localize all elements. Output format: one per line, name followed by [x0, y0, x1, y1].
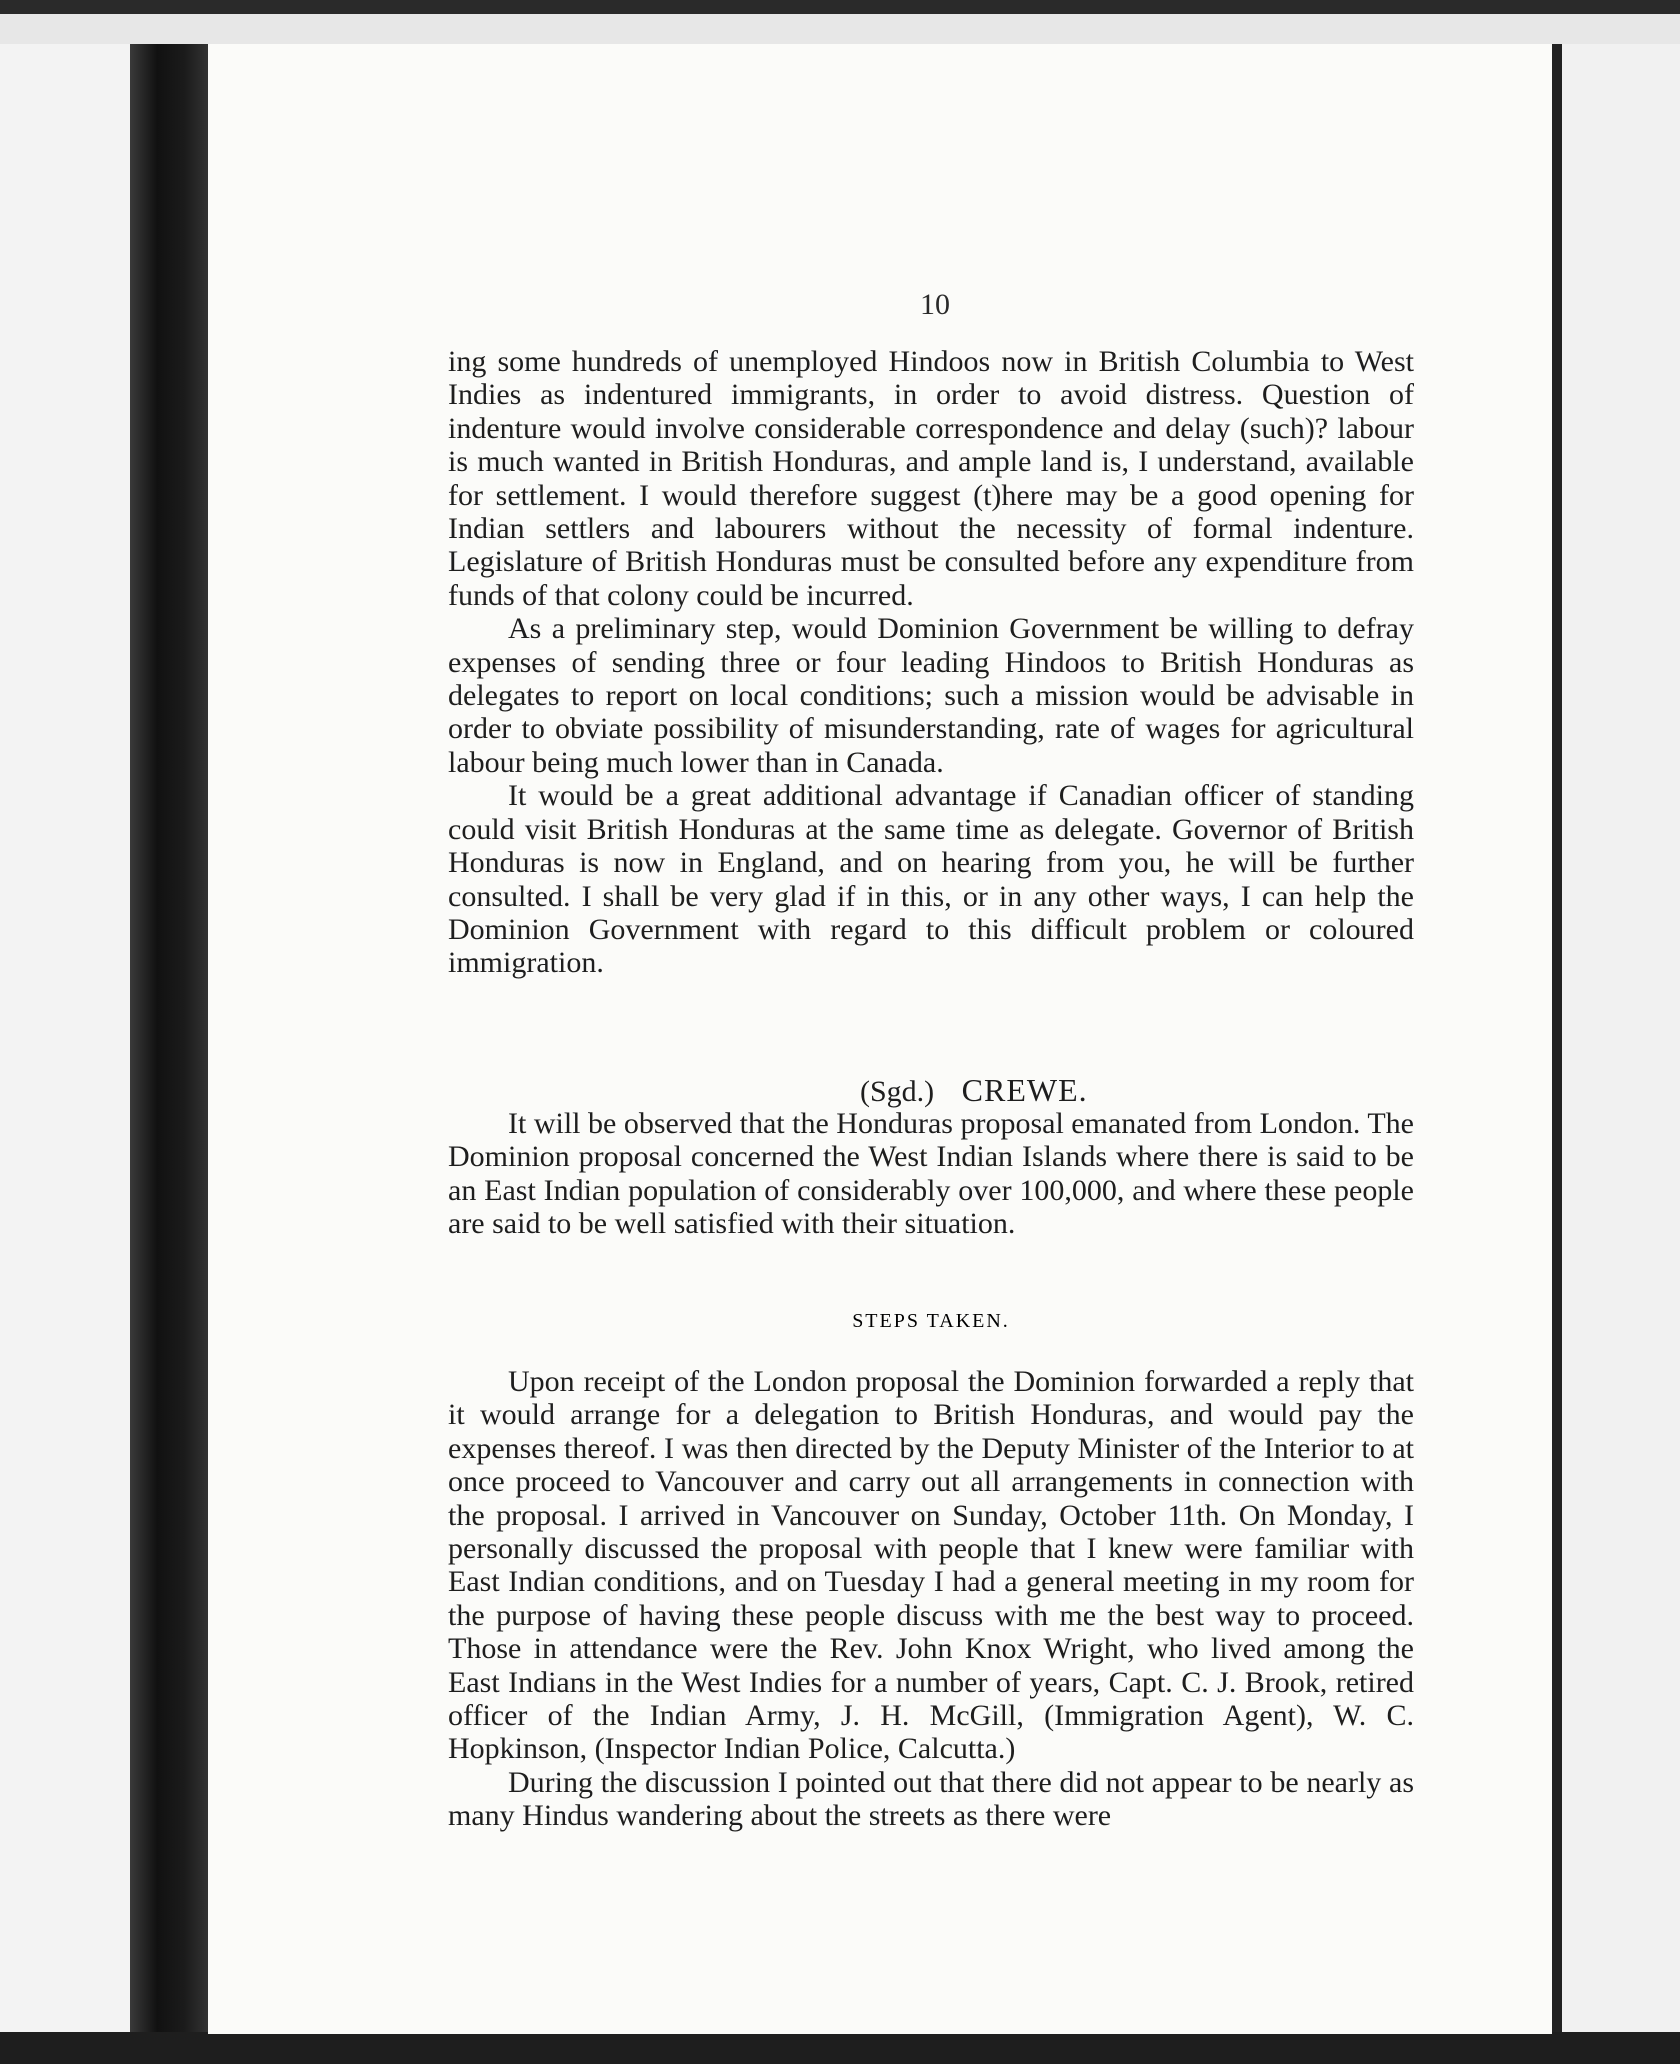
paragraph: It would be a great additional advantage if Canadian officer of standing could visit British Honduras at the same time as delegate. Governor of British Honduras is now in England, and on hearing from you, he will be further consulted. I shall be very glad if in this, or in any other ways, I can help the Dominion Government with regard to this difficult problem or coloured immigration. [448, 779, 1414, 980]
page-gutter-shadow [1552, 44, 1562, 2034]
signature-line [860, 1072, 1088, 1109]
next-page-edge [1552, 44, 1680, 2034]
paragraph-continued: ing some hundreds of unemployed Hindoos now in British Columbia to West Indies as indentured immigrants, in order to avoid distress. Question of indenture would involve considerable correspondence and delay (such)? labour is much wanted in British Honduras, and ample land is, I understand, available for settlement. I would therefore suggest (t)here may be a good opening for Indian settlers and labourers without the necessity of formal indenture. Legislature of British Honduras must be consulted before any expenditure from funds of that colony could be incurred. [448, 345, 1414, 612]
letter-body [448, 345, 1414, 980]
signature-name: CREWE. [961, 1072, 1088, 1108]
scan-left-margin [0, 44, 130, 2034]
book-spine [130, 44, 208, 2034]
scan-bottom-border [0, 2032, 1680, 2064]
section-heading-wrap [448, 1310, 1414, 1333]
paragraph: Upon receipt of the London proposal the Dominion forwarded a reply that it would arrange for a delegation to British Honduras, and would pay the expenses thereof. I was then directed by the Deputy Minister of the Interior to at once proceed to Vancouver and carry out all arrangements in connection with the proposal. I arrived in Vancouver on Sunday, October 11th. On Monday, I personally discussed the proposal with people that I knew were familiar with East Indian conditions, and on Tuesday I had a general meeting in my room for the purpose of having these people discuss with me the best way to proceed. Those in attendance were the Rev. John Knox Wright, who lived among the East Indians in the West Indies for a number of years, Capt. C. J. Brook, retired officer of the Indian Army, J. H. McGill, (Immigration Agent), W. C. Hopkinson, (Inspector Indian Police, Calcutta.) [448, 1365, 1414, 1766]
page-number: 10 [920, 288, 950, 321]
section-heading: STEPS TAKEN. [852, 1310, 1010, 1332]
signature-prefix: (Sgd.) [860, 1075, 935, 1108]
scan-top-margin [0, 14, 1680, 44]
scan-top-border [0, 0, 1680, 14]
paragraph: It will be observed that the Honduras proposal emanated from London. The Dominion proposal concerned the West Indian Islands where there is said to be an East Indian population of considerably over 100,000, and where these people are said to be well satisfied with their situation. [448, 1107, 1414, 1241]
paragraph: During the discussion I pointed out that there did not appear to be nearly as many Hindus wandering about the streets as there were [448, 1765, 1414, 1833]
observation-block [448, 1107, 1414, 1241]
paragraph: As a preliminary step, would Dominion Government be willing to defray expenses of sending three or four leading Hindoos to British Honduras as delegates to report on local conditions; such a mission would be advisable in order to obviate possibility of misunderstanding, rate of wages for agricultural labour being much lower than in Canada. [448, 612, 1414, 779]
steps-taken-body [448, 1365, 1414, 1833]
